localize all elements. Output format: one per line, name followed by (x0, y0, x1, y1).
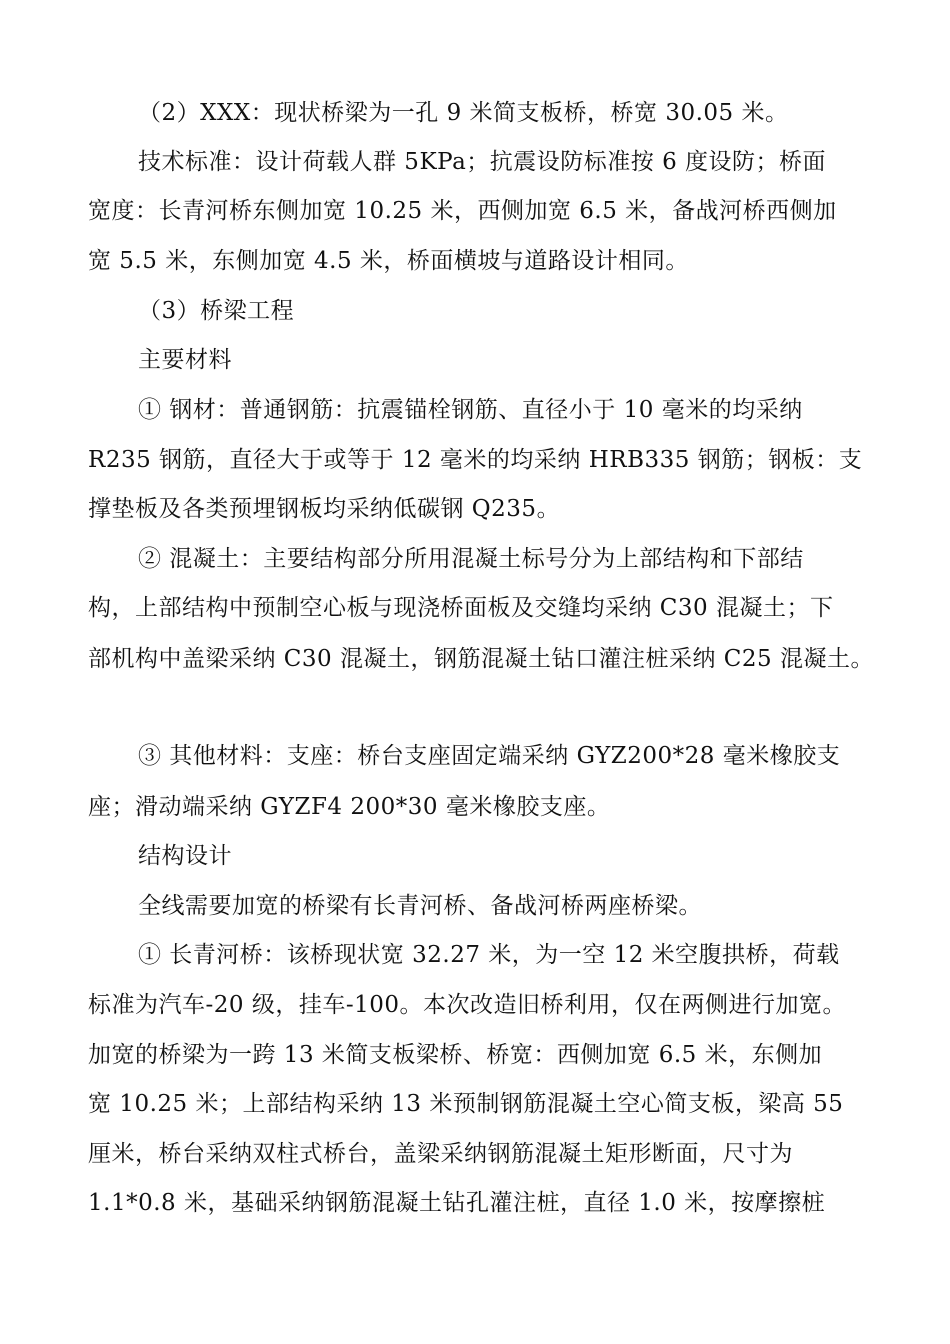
text-line: ② 混凝土：主要结构部分所用混凝土标号分为上部结构和下部结 (138, 546, 804, 572)
text-line: 宽 10.25 米；上部结构采纳 13 米预制钢筋混凝土空心简支板，梁高 55 (88, 1091, 844, 1117)
text-line: 宽度：长青河桥东侧加宽 10.25 米，西侧加宽 6.5 米，备战河桥西侧加 (88, 198, 837, 224)
text-line: ③ 其他材料：支座：桥台支座固定端采纳 GYZ200*28 毫米橡胶支 (138, 743, 841, 769)
text-line: 1.1*0.8 米，基础采纳钢筋混凝土钻孔灌注桩，直径 1.0 米，按摩擦桩 (88, 1190, 826, 1216)
text-line: 技术标准：设计荷载人群 5KPa；抗震设防标准按 6 度设防；桥面 (138, 149, 827, 175)
text-line: 全线需要加宽的桥梁有长青河桥、备战河桥两座桥梁。 (138, 893, 702, 919)
text-line: 部机构中盖梁采纳 C30 混凝土，钢筋混凝土钻口灌注桩采纳 C25 混凝土。 (88, 646, 874, 672)
text-line: ① 钢材：普通钢筋：抗震锚栓钢筋、直径小于 10 毫米的均采纳 (138, 397, 803, 423)
text-line: 撑垫板及各类预埋钢板均采纳低碳钢 Q235。 (88, 496, 561, 522)
text-line: 构，上部结构中预制空心板与现浇桥面板及交缝均采纳 C30 混凝土；下 (88, 595, 834, 621)
text-line: R235 钢筋，直径大于或等于 12 毫米的均采纳 HRB335 钢筋；钢板：支 (88, 447, 863, 473)
subheading: 主要材料 (138, 347, 232, 373)
text-line: 加宽的桥梁为一跨 13 米简支板梁桥、桥宽：西侧加宽 6.5 米，东侧加 (88, 1042, 823, 1068)
text-line: 厘米，桥台采纳双柱式桥台，盖梁采纳钢筋混凝土矩形断面，尺寸为 (88, 1141, 793, 1167)
subheading: 结构设计 (138, 843, 232, 869)
section-heading: （3）桥梁工程 (138, 298, 295, 324)
text-line: 标准为汽车-20 级，挂车-100。本次改造旧桥利用，仅在两侧进行加宽。 (88, 992, 847, 1018)
text-line: ① 长青河桥：该桥现状宽 32.27 米，为一空 12 米空腹拱桥，荷载 (138, 942, 840, 968)
text-line: 座；滑动端采纳 GYZF4 200*30 毫米橡胶支座。 (88, 794, 611, 820)
text-line: （2）XXX：现状桥梁为一孔 9 米简支板桥，桥宽 30.05 米。 (138, 100, 789, 126)
text-line: 宽 5.5 米，东侧加宽 4.5 米，桥面横坡与道路设计相同。 (88, 248, 689, 274)
